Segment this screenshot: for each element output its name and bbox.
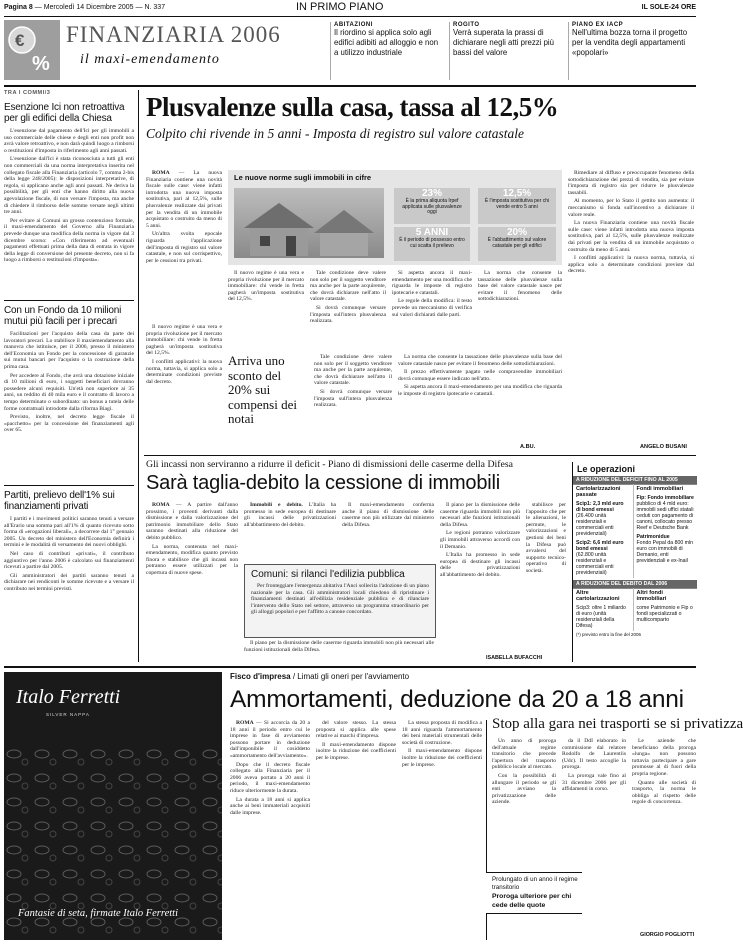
second-kicker: Gli incassi non serviranno a ridurre il deficit - Piano di dismissioni delle caserme della Difesa: [146, 459, 514, 470]
sub-col-2: da il DdI elaborato in commissione dal relatore Rodolfo de Laurentiis (Udc). Il testo accoglie la proroga. La proroga vale fino al 31 dicembre 2006 per gli affidamenti in corso.: [562, 738, 626, 793]
banner-column-abitazioni: ABITAZIONI Il riordino si applica solo agli edifici adibiti ad alloggio e non a utilizzo industriale: [334, 22, 439, 57]
stat-box-4: 20% È l'abbattimento sul valore catastale per gli edifici: [478, 227, 556, 261]
second-headline: Sarà taglia-debito la cessione di immobili: [146, 472, 501, 494]
advertisement: [4, 672, 222, 940]
figures-graphic: [228, 170, 562, 265]
second-col-2b: Il piano per la dismissione delle caserme riguarda immobili non più necessari alle funzioni istituzionali della Difesa.: [244, 640, 434, 653]
main-col-4: Si aspetta ancora il maxi-emendamento per una modifica che riguarda le imposte di registro ipotecarie e catastali. Le regole della modifica: il testo prevede un meccanismo di verifica sui valori dichiarati dalle parti.: [392, 270, 472, 318]
newspaper-name: IL SOLE-24 ORE: [641, 4, 696, 11]
euro-percent-icon: [4, 20, 60, 80]
svg-text:€: €: [15, 31, 25, 50]
ad-brand: Italo Ferretti: [16, 686, 121, 708]
brief-body-ici: L'esenzione dal pagamento dell'Ici per gli immobili a uso commerciale delle chiese e degli enti non profit non avrà valore retroattivo, e non darà quindi luogo a rimborsi o restituzioni d'imposta in riferimento agli anni passati. L'esenzione dall'Ici è stata riconosciuta a tutti gli enti non commerciali da una norma interpretativa inserita nel collegato fiscale alla Finanziaria (articolo 7, comma 2-bis della legge 248/2005): le disposizioni interpretative, di regola, si applicano anche agli anni passati. Ne deriva la possibilità, per gli enti che hanno diritto alla nuova agevolazione fiscale, di non versare l'imposta, ma anche di chiedere il rimborso delle somme versate negli ultimi tre anni. Per evitare ai Comuni un grosso contenzioso formale, il maxi-emendamento del Governo alla Finanziaria prevede dunque una modifica della norma in vigore dal 3 dicembre scorso: «Con riferimento ad eventuali pagamenti effettuati prima della data di entrata in vigore della legge di conversione del presente decreto, non si fa luogo a rimborsi o restituzioni d'imposta».: [4, 128, 134, 264]
brief-title-fondo: Con un Fondo da 10 milioni mutui più facili per i precari: [4, 305, 122, 327]
bottom-headline: Ammortamenti, deduzione da 20 a 18 anni: [230, 686, 684, 713]
house-photo: [234, 188, 384, 258]
section-tag: TRA I COMMI/3: [4, 90, 51, 96]
banner-column-rogito: ROGITO Verrà superata la prassi di dichiarare negli atti prezzi più bassi del valore: [453, 22, 554, 57]
fabric-pattern: [4, 672, 222, 940]
main-col-7: La norma che consente la tassazione delle plusvalenze sulla base del valore catastale nasce per evitare il fenomeno delle sottodichiarazioni. Il prezzo effettivamente pagato nelle compravendite immobiliari dovrà comunque essere indicato nell'atto. Si aspetta ancora il maxi-emendamento per una modifica che riguarda le imposte di registro ipotecarie e catastali.: [398, 354, 562, 397]
banner-title: FINANZIARIA 2006: [66, 22, 281, 47]
callout-title: Comuni: si rilanci l'edilizia pubblica: [251, 569, 405, 580]
brief-title-partiti: Partiti, prelievo dell'1% sui finanziamenti privati: [4, 490, 115, 512]
operations-box: Le operazioni A RIDUZIONE DEL DEFICIT FINO AL 2005 Cartolarizzazioni passate Scip1: 2,3 mld euro di bond emessi (26.400 unità residenziali e commerciali enti previdenziali) Scip2: 6,6 mld euro bond emessi (62.800 unità residenziali e commerciali enti previdenziali) Fondi immobiliari Fip: Fondo immobiliare pubblico di 4 mld euro: immobili sedi uffici statali ceduti con pagamento di canoni, collocato presso Reef e Deutsche Bank Patrimonidue Fondo Pepal da 800 mln euro con immobili di Demanio, enti previdenziali e ex-Inail A RIDUZIONE DEL DEBITO DAL 2006 Altre cartolarizzazioni Scip3: oltre 1 miliardo di euro (unità residenziali della Difesa) Altri fondi immobiliari come Patrimonio e Fip o fondi specializzati o multicomparto (*) previsto entro la fine del 2006: [572, 462, 697, 662]
main-col-6: Tale condizione deve valere non solo per il soggetto venditore ma anche per la parte acquirente, che dovrà dichiarare nell'atto il valore catastale. Si dovrà comunque versare l'imposta sull'intera plusvalenza realizzata.: [314, 354, 392, 409]
main-subheadline: Colpito chi rivende in 5 anni - Imposta di registro sul valore catastale: [146, 126, 524, 141]
ad-tagline: SILVER NAPPA: [46, 712, 90, 717]
comuni-callout-box: [244, 564, 436, 638]
stat-box-1: 23% È la prima aliquota Irpef applicata sulle plusvalenze oggi: [394, 188, 470, 224]
operations-title: Le operazioni: [577, 464, 636, 474]
byline-busani: ANGELO BUSANI: [640, 444, 687, 450]
operations-footnote: (*) previsto entro la fine del 2006: [576, 632, 642, 637]
bottom-subheadline: Stop alla gara nei trasporti se si privatizza: [492, 716, 743, 732]
graphic-title: Le nuove norme sugli immobili in cifre: [234, 173, 372, 182]
notai-callout: Arriva uno sconto del 20% sui compensi dei notai: [228, 353, 297, 426]
byline-abu: A.BU.: [520, 444, 536, 450]
callout-text: Per fronteggiare l'emergenza abitativa l'Anci sollecita l'adozione di un piano nazionale per la casa. Gli amministratori locali chiedono di ripristinare i finanziamenti destinati all'edilizia residenziale pubblica e di rilanciare l'intervento dello Stato nel settore, attraverso un programma straordinario per gli alloggi popolari e per l'affitto a canone concordato.: [251, 583, 429, 616]
operations-sub2: A RIDUZIONE DEL DEBITO DAL 2006: [573, 580, 697, 588]
operations-left-col: Cartolarizzazioni passate Scip1: 2,3 mld euro di bond emessi (26.400 unità residenziali e commerciali enti previdenziali) Scip2: 6,6 mld euro bond emessi (62.800 unità residenziali e commerciali enti previdenziali): [573, 484, 634, 578]
main-col-1b: Il nuovo regime è una vera e propria rivoluzione per il mercato immobiliare: chi vende in fretta pagherà un'imposta sostitutiva del 12,5%. I conflitti applicativi: la nuova norma, tuttavia, si applica solo a determinate condizioni previste dal decreto.: [146, 324, 222, 385]
main-col-3: Tale condizione deve valere non solo per il soggetto venditore ma anche per la parte acquirente, che dovrà dichiarare nell'atto il valore catastale. Si dovrà comunque versare l'imposta sull'intera plusvalenza realizzata.: [310, 270, 386, 325]
sub-col-3: Le aziende che beneficiano della proroga «lunga» non possono tuttavia partecipare a gare promosse al di fuori della propria regione. Quanto alle società di trasporto, la norma le obbliga al rispetto delle regole di concorrenza.: [632, 738, 696, 806]
operations-sub1: A RIDUZIONE DEL DEFICIT FINO AL 2005: [573, 476, 697, 484]
bottom-col-2: del valore stesso. La stessa proposta si applica alle spese relative ai marchi d'impresa. Il maxi-emendamento dispone inoltre la riduzione dei coefficienti per le imprese.: [316, 720, 396, 761]
brief-title-ici: Esenzione Ici non retroattiva per gli edifici della Chiesa: [4, 102, 125, 124]
brief-body-partiti: I partiti e i movimenti politici saranno tenuti a versare all'Erario una somma pari all'1% di quanto ricevuto sotto forma di «erogazioni liberali», a decorrere dal 1° gennaio 2005. Un decreto del ministero dell'Economia definirà i termini e le modalità di versamento dei nuovi obblighi. Nel caso di contributi «privati», il contributo aggiuntivo per l'anno 2006 è calcolato sui finanziamenti ricevuti a partire dal 2005. Gli amministratori dei partiti saranno tenuti a dichiarare nei rendiconti le somme ricevute e a versare il contributo nei termini previsti.: [4, 516, 134, 592]
banner-subtitle: il maxi-emendamento: [80, 52, 220, 67]
main-col-1: ROMA — La nuova Finanziaria contiene una novità fiscale sulle case: viene infatti introdotta una nuova imposta sostitutiva, pari al 12,5%, sulle plusvalenze realizzate dai privati per la vendita di un immobile acquistato o costruito da meno di 5 anni. Un'altra svolta epocale riguarda l'applicazione dell'imposta di registro sul valore catastale, e non sul corrispettivo, per le cessioni tra privati.: [146, 170, 222, 264]
brief-body-fondo: Facilitazioni per l'acquisto della casa da parte dei lavoratori precari. Lo stabilisce il maxiemendamento alla manovra che istituisce, per il 2006, presso il ministero dell'Economia un Fondo per la concessione di garanzie sui mutui bancari per l'acquisto o la costruzione della prima casa. Per accedere al Fondo, che avrà una dotazione iniziale di 10 milioni di euro, i soggetti beneficiari dovranno possedere alcuni requisiti. Un'età non superiore ai 35 anni, un reddito di 40 mila euro e il contratto di lavoro a tempo determinato o subordinato: un bonus a tutela delle forme contrattuali introdotte dalla riforma Biagi. Previsto, inoltre, nel decreto legge fiscale il «pacchetto» per la concessione dei finanziamenti agli over 65.: [4, 331, 134, 434]
page-header: [4, 3, 696, 15]
second-col-4: Il piano per la dismissione delle caserme riguarda immobili non più necessari alle funzioni istituzionali della Difesa. Le regioni potranno valorizzare gli immobili attraverso accordi con il Demanio. L'Italia ha promesso in sede europea di destinare gli incassi delle privatizzazioni all'abbattimento del debito.: [440, 502, 520, 578]
main-headline: Plusvalenze sulla casa, tassa al 12,5%: [146, 92, 559, 122]
ad-slogan: Fantasie di seta, firmate Italo Ferretti: [18, 908, 179, 919]
main-col-2: Il nuovo regime è una vera e propria rivoluzione per il mercato immobiliare: chi vende in fretta pagherà un'imposta sostitutiva del 12,5%.: [228, 270, 304, 303]
bottom-kicker: Fisco d'impresa / Limati gli oneri per l'avviamento: [230, 672, 410, 681]
second-col-5: stabilisce per l'apposito che per le alienazioni, le permute, le valorizzazioni e gestioni dei beni la Difesa può avvalersi del supporto tecnico-operativo di società.: [526, 502, 566, 574]
byline-pogliotti: GIORGIO POGLIOTTI: [640, 932, 695, 938]
banner-column-iacp: PIANO EX IACP Nell'ultima bozza torna il progetto per la vendita degli appartamenti «popolari»: [572, 22, 688, 57]
bottom-col-3: La stessa proposta di modifica a 18 anni riguarda l'ammortamento dei beni materiali strumentali delle società di costruzione. Il maxi-emendamento dispone inoltre la riduzione dei coefficienti per le imprese.: [402, 720, 482, 768]
byline-bufacchi: ISABELLA BUFACCHI: [486, 655, 543, 661]
stat-box-2: 12,5% È l'imposta sostitutiva per chi vende entro 5 anni: [478, 188, 556, 224]
bottom-col-1: ROMA — Si accorcia da 20 a 18 anni il periodo entro cui le imprese in fase di avviamento possono portare in deduzione dall'imponibile il cosiddetto «ammortamento dell'avviamento». Dopo che il decreto fiscale collegato alla Finanziaria per il 2006 aveva portato a 20 anni il periodo, il maxi-emendamento riduce ulteriormente la durata. La durata a 18 anni si applica anche ai beni immateriali acquisiti dalle imprese.: [230, 720, 311, 816]
sub-box: Prolungato di un anno il regime transitorio Proroga ulteriore per chi cede delle quote: [486, 872, 582, 914]
second-col-3: Il maxi-emendamento conferma anche il piano di dismissione delle caserme non più utilizzate dal ministero della Difesa.: [342, 502, 434, 528]
page-number: Pagina 8 — Mercoledì 14 Dicembre 2005 — N. 337: [4, 4, 166, 11]
main-col-5: La norma che consente la tassazione delle plusvalenze sulla base del valore catastale nasce per evitare il fenomeno delle sottodichiarazioni.: [478, 270, 562, 303]
operations-right-col: Fondi immobiliari Fip: Fondo immobiliare pubblico di 4 mld euro: immobili sedi uffici statali ceduti con pagamento di canoni, collocato presso Reef e Deutsche Bank Patrimonidue Fondo Pepal da 800 mln euro con immobili di Demanio, enti previdenziali e ex-Inail: [634, 484, 697, 578]
stat-box-3: 5 ANNI È il periodo di possesso entro cui scatta il prelievo: [394, 227, 470, 261]
sub-col-1: Un anno di proroga dell'attuale regime transitorio che precede l'apertura del trasporto pubblico locale al mercato. Con la possibilità di allungare il periodo se gli enti avviano la privatizzazione delle aziende.: [492, 738, 556, 806]
svg-text:%: %: [32, 53, 50, 75]
second-col-2: Immobili e debito. L'Italia ha promesso in sede europea di destinare gli incassi delle privatizzazioni all'abbattimento del debito.: [244, 502, 336, 528]
main-col-right: Rimediare al diffuso e preoccupante fenomeno della sottodichiarazione dei prezzi di vendita, sia per evitare l'imposta di registro sia per ridurre le plusvalenze tassabili. Al momento, per lo Stato il gettito non aumenta: il meccanismo si fonda sull'incentivo a dichiarare il valore reale. La nuova Finanziaria contiene una novità fiscale sulle case: viene infatti introdotta una nuova imposta sostitutiva, pari al 12,5%, sulle plusvalenze realizzate dai privati per la vendita di un immobile acquistato o costruito da meno di 5 anni. I conflitti applicativi: la nuova norma, tuttavia, si applica solo a determinate condizioni previste dal decreto.: [568, 170, 694, 275]
section-title: IN PRIMO PIANO: [296, 1, 384, 13]
second-col-1: ROMA — A partire dall'anno prossimo, i proventi derivanti dalla dismissione e dalla valorizzazione del patrimonio immobiliare dello Stato saranno destinati alla riduzione del debito pubblico. La norma, contenuta nel maxi-emendamento, modifica quanto previsto finora e stabilisce che gli incassi non potranno essere utilizzati per la copertura di nuove spese.: [146, 502, 238, 576]
